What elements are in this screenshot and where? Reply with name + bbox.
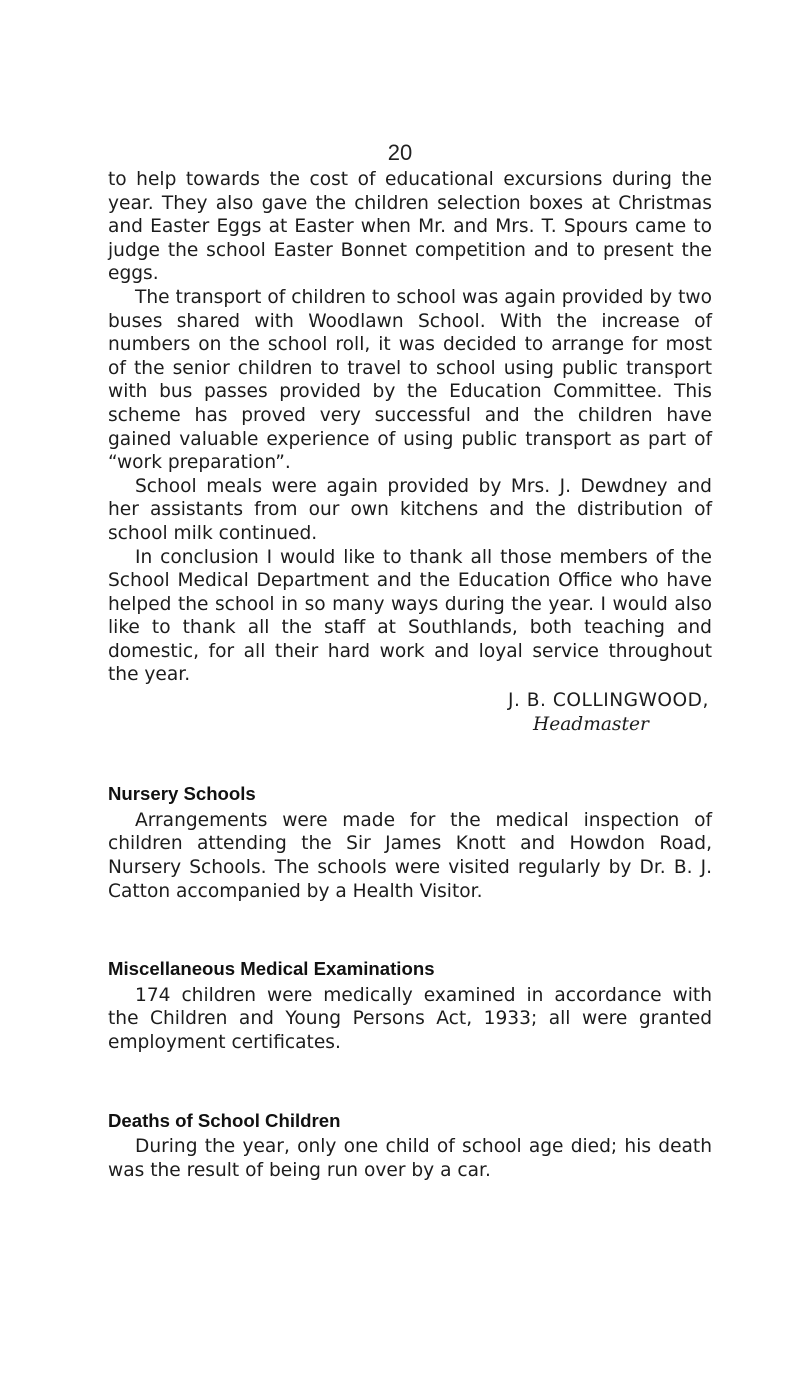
- section-heading: Nursery Schools: [108, 783, 256, 805]
- section-heading: Deaths of School Children: [108, 1109, 341, 1131]
- signatory-title: Headmaster: [533, 713, 649, 735]
- section-miscellaneous-medical-examinations: [108, 957, 712, 1054]
- continuation-text: [108, 168, 712, 687]
- signatory-name: J. B. COLLINGWOOD,: [508, 690, 709, 712]
- paragraph: The transport of children to school was again provided by two buses shared with Woodlawn School. With the increase of numbers on the school roll, it was decided to arrange for most of the senior children to travel to school using public transport with bus passes provided by the Education Committee. This scheme has proved very successful and the children have gained valuable experience of using public transport as part of “work preparation”.: [108, 286, 712, 474]
- section-heading: Miscellaneous Medical Examinations: [108, 958, 435, 980]
- section-body: During the year, only one child of school age died; his death was the result of being run over by a car.: [108, 1136, 712, 1181]
- page-number: 20: [387, 140, 413, 165]
- paragraph: to help towards the cost of educational excursions during the year. They also gave the children selection boxes at Christmas and Easter Eggs at Easter when Mr. and Mrs. T. Spours came to judge the school Easter Bonnet competition and to present the eggs.: [108, 169, 712, 285]
- section-body: 174 children were medically examined in accordance with the Children and Young Persons Act, 1933; all were granted employment certificates.: [108, 984, 712, 1053]
- section-deaths-of-school-children: [108, 1109, 712, 1183]
- section-body: Arrangements were made for the medical inspection of children attending the Sir James Knott and Howdon Road, Nursery Schools. The schools were visited regularly by Dr. B. J. Catton accompanied by a Health Visitor.: [108, 809, 712, 902]
- paragraph: School meals were again provided by Mrs. J. Dewdney and her assistants from our own kitchens and the distribution of school milk continued.: [108, 475, 712, 544]
- signature-block: [108, 689, 712, 736]
- page-content: [108, 168, 712, 1182]
- paragraph: In conclusion I would like to thank all those members of the School Medical Department and the Education Office who have helped the school in so many ways during the year. I would also like to thank all the staff at Southlands, both teaching and domestic, for all their hard work and loyal service throughout the year.: [108, 546, 712, 686]
- section-nursery-schools: [108, 782, 712, 903]
